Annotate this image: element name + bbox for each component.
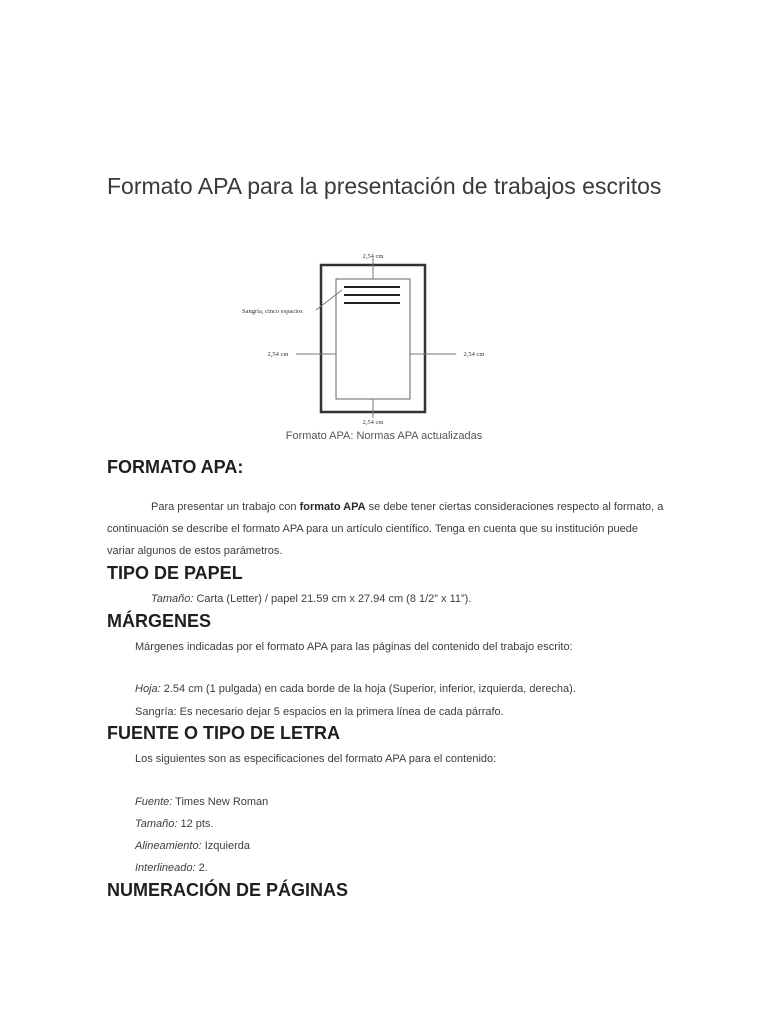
intro-paragraph	[107, 496, 667, 562]
font-size-line	[135, 813, 213, 835]
font-size-label: Tamaño:	[135, 818, 178, 830]
alignment-label: Alineamiento:	[135, 840, 202, 852]
font-family-value: Times New Roman	[172, 796, 269, 808]
heading-numeracion: NUMERACIÓN DE PÁGINAS	[107, 880, 349, 900]
line-spacing-line	[135, 857, 208, 879]
margins-sangria-line: Sangría: Es necesario dejar 5 espacios en la primera línea de cada párrafo.	[135, 706, 504, 718]
alignment-line	[135, 835, 250, 857]
intro-text-end: se debe tener ciertas consideraciones respecto al formato, a continuación se describe el formato APA para un artículo científico. Tenga en cuenta que su institución puede variar algunos de estos parámetros.	[107, 501, 664, 557]
alignment-value: Izquierda	[201, 840, 250, 852]
paper-size-value: Carta (Letter) / papel 21.59 cm x 27.94 cm (8 1/2” x 11”).	[193, 593, 472, 605]
line-spacing-value: 2.	[195, 862, 208, 874]
margins-intro: Márgenes indicadas por el formato APA para las páginas del contenido del trabajo escrito:	[135, 641, 573, 653]
left-margin-label: 2,54 cm	[267, 351, 289, 358]
bottom-margin-label: 2,54 cm	[362, 419, 384, 426]
hoja-label: Hoja:	[135, 683, 161, 695]
page-margins-diagram	[232, 250, 492, 428]
font-family-line	[135, 791, 268, 813]
figure-caption: Formato APA: Normas APA actualizadas	[285, 430, 483, 442]
hoja-value: 2.54 cm (1 pulgada) en cada borde de la hoja (Superior, inferior, izquierda, derecha).	[160, 683, 576, 695]
heading-tipo-de-papel: TIPO DE PAPEL	[107, 563, 243, 583]
page-title: Formato APA para la presentación de trabajos escritos	[107, 173, 662, 199]
heading-margenes: MÁRGENES	[107, 611, 212, 631]
font-family-label: Fuente:	[135, 796, 173, 808]
intro-text-start: Para presentar un trabajo con	[151, 501, 300, 513]
font-intro: Los siguientes son as especificaciones del formato APA para el contenido:	[135, 753, 497, 765]
intro-bold-term: formato APA	[299, 501, 366, 513]
inner-content-frame	[336, 279, 410, 399]
margins-hoja-line	[135, 678, 576, 700]
heading-fuente: FUENTE O TIPO DE LETRA	[107, 723, 341, 743]
top-margin-label: 2,54 cm	[362, 253, 384, 260]
paper-size-line	[151, 588, 471, 610]
apa-margins-figure	[232, 250, 492, 428]
font-size-value: 12 pts.	[177, 818, 214, 830]
line-spacing-label: Interlineado:	[135, 862, 196, 874]
paper-size-label: Tamaño:	[151, 593, 194, 605]
indent-label: Sangría, cinco espacios	[242, 308, 303, 315]
right-margin-label: 2,54 cm	[463, 351, 485, 358]
heading-formato-apa: FORMATO APA:	[107, 457, 244, 477]
